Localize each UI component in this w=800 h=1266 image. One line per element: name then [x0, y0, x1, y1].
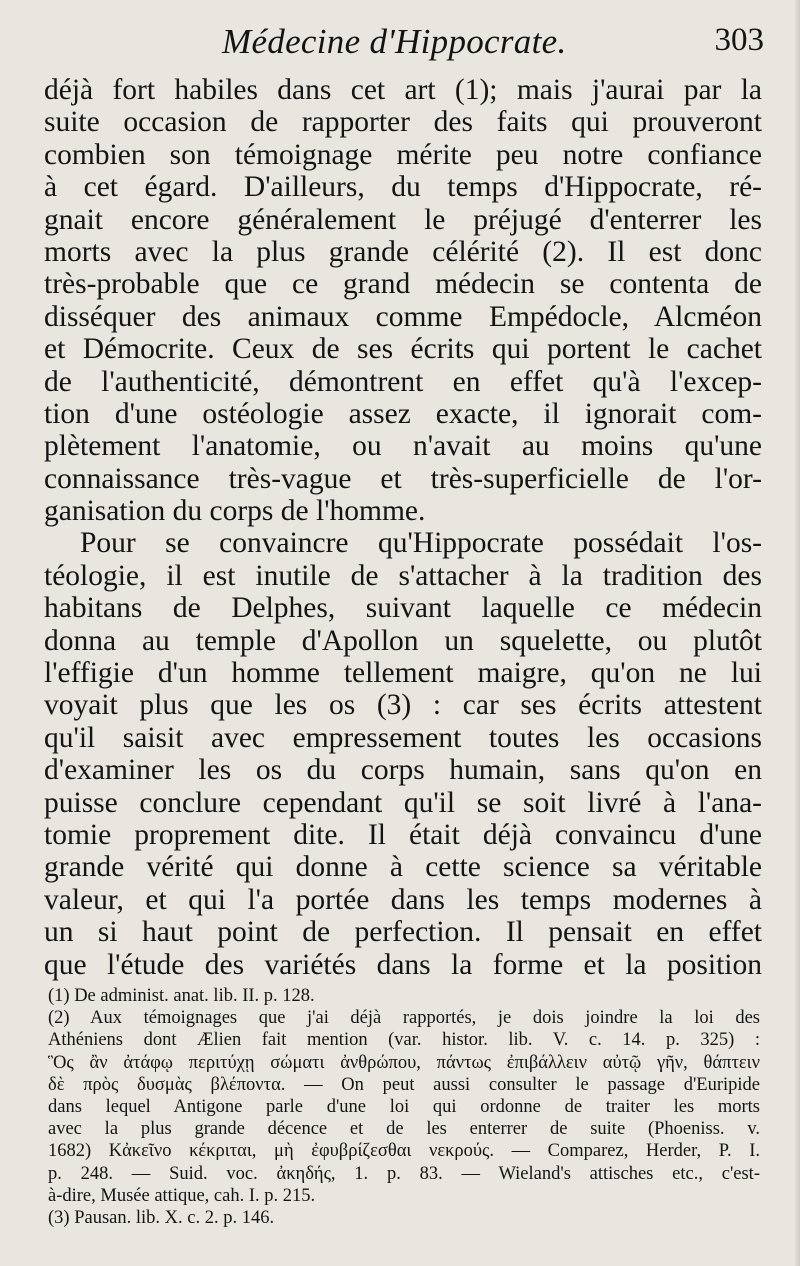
footnote-line: à-dire, Musée attique, cah. I. p. 215.	[48, 1185, 316, 1206]
text-line: l'effigie d'un homme tellement maigre, qu'on ne lui	[44, 657, 762, 690]
text-line: combien son témoignage mérite peu notre confiance	[44, 138, 762, 171]
text-line: connaissance très-vague et très-superficielle de l'or-	[44, 462, 762, 495]
text-line: très-probable que ce grand médecin se contenta de	[44, 268, 762, 301]
main-text	[44, 74, 762, 981]
text-line: de l'authenticité, démontrent en effet qu'à l'excep-	[44, 365, 762, 398]
footnote-line: dans lequel Antigone parle d'une loi qui ordonne de traiter les morts	[48, 1096, 760, 1117]
text-line: plètement l'anatomie, ou n'avait au moins qu'une	[44, 430, 762, 463]
text-line: à cet égard. D'ailleurs, du temps d'Hippocrate, ré-	[44, 171, 762, 204]
text-line: grande vérité qui donne à cette science sa véritable	[44, 851, 762, 884]
footnote-line: (3) Pausan. lib. X. c. 2. p. 146.	[48, 1207, 275, 1228]
text-line: donna au temple d'Apollon un squelette, ou plutôt	[44, 624, 762, 657]
text-line: disséquer des animaux comme Empédocle, Alcméon	[44, 300, 762, 333]
footnotes	[48, 985, 760, 1229]
running-title: Médecine d'Hippocrate.	[222, 22, 567, 61]
page-number: 303	[714, 22, 764, 58]
text-line: que l'étude des variétés dans la forme et la position	[44, 948, 762, 981]
footnote-line: 1682) Κἀκεῖνο κέκριται, μὴ ἐφυβρίζεσθαι νεκρούς. — Comparez, Herder, P. I.	[48, 1141, 760, 1162]
text-line: déjà fort habiles dans cet art (1); mais j'aurai par la	[44, 74, 762, 106]
text-line: morts avec la plus grande célérité (2). Il est donc	[44, 235, 762, 268]
footnote-line: (2) Aux témoignages que j'ai déjà rapportés, je dois joindre la loi des	[48, 1008, 760, 1029]
text-line: un si haut point de perfection. Il pensait en effet	[44, 916, 762, 949]
text-line: tomie proprement dite. Il était déjà convaincu d'une	[44, 818, 762, 851]
text-line: puisse conclure cependant qu'il se soit livré à l'ana-	[44, 786, 762, 819]
text-line: qu'il saisit avec empressement toutes les occasions	[44, 721, 762, 754]
page-header	[0, 22, 800, 72]
text-line: valeur, et qui l'a portée dans les temps modernes à	[44, 883, 762, 916]
text-line: ganisation du corps de l'homme.	[44, 495, 426, 528]
footnote-line: p. 248. — Suid. voc. ἀκηδής, 1. p. 83. — Wieland's attisches etc., c'est-	[48, 1163, 760, 1184]
text-line: Pour se convaincre qu'Hippocrate possédait l'os-	[80, 527, 762, 560]
text-line: habitans de Delphes, suivant laquelle ce médecin	[44, 592, 762, 625]
footnote-line: avec la plus grande décence et de les enterrer de suite (Phoeniss. v.	[48, 1119, 760, 1140]
text-line: et Démocrite. Ceux de ses écrits qui portent le cachet	[44, 333, 762, 366]
footnote-line: (1) De administ. anat. lib. II. p. 128.	[48, 986, 315, 1006]
page-edge-shadow	[794, 0, 800, 1266]
footnote-line: Athéniens dont Ælien fait mention (var. histor. lib. V. c. 14. p. 325) :	[48, 1030, 760, 1051]
footnote-line: Ὃς ἂν ἀτάφῳ περιτύχῃ σώματι ἀνθρώπου, πάντως ἐπιβάλλειν αὐτῷ γῆν, θάπτειν	[48, 1052, 760, 1073]
text-line: téologie, il est inutile de s'attacher à la tradition des	[44, 559, 762, 592]
text-line: suite occasion de rapporter des faits qui prouveront	[44, 106, 762, 139]
footnote-line: δὲ πρὸς δυσμὰς βλέποντα. — On peut aussi consulter le passage d'Euripide	[48, 1074, 760, 1095]
text-line: d'examiner les os du corps humain, sans qu'on en	[44, 754, 762, 787]
text-line: gnait encore généralement le préjugé d'enterrer les	[44, 203, 762, 236]
text-line: voyait plus que les os (3) : car ses écrits attestent	[44, 689, 762, 722]
text-line: tion d'une ostéologie assez exacte, il ignorait com-	[44, 397, 762, 430]
